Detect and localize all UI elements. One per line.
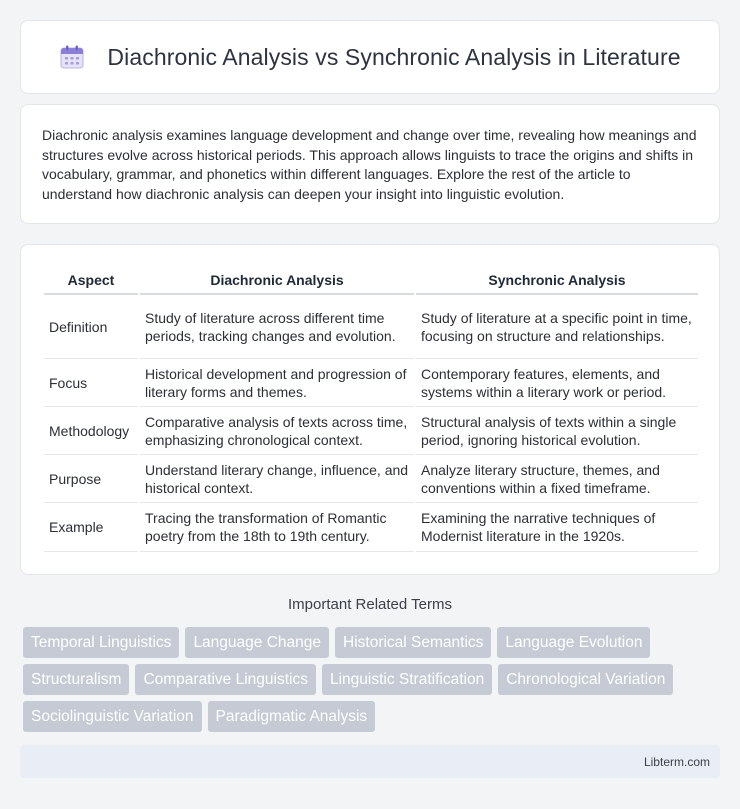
table-row bbox=[44, 407, 698, 455]
title-wrap bbox=[59, 44, 680, 71]
row-diachronic: Tracing the transformation of Romantic poetry from the 18th to 19th century. bbox=[140, 503, 414, 552]
footer-site-link[interactable]: Libterm.com bbox=[643, 754, 710, 769]
related-terms-title: Important Related Terms bbox=[288, 596, 452, 613]
comparison-table bbox=[42, 265, 700, 552]
header-card bbox=[20, 20, 720, 94]
table-header-row bbox=[44, 265, 698, 295]
row-aspect: Purpose bbox=[44, 455, 138, 503]
table-row bbox=[44, 295, 698, 359]
chip-row bbox=[23, 664, 723, 695]
chip-row bbox=[23, 701, 723, 732]
row-synchronic: Structural analysis of texts within a single period, ignoring historical evolution. bbox=[416, 407, 698, 455]
intro-card bbox=[20, 104, 720, 224]
row-synchronic: Study of literature at a specific point in time, focusing on structure and relationships. bbox=[416, 295, 698, 359]
table-row bbox=[44, 455, 698, 503]
related-term-chip[interactable]: Comparative Linguistics bbox=[135, 664, 316, 695]
row-diachronic: Study of literature across different time periods, tracking changes and evolution. bbox=[140, 295, 414, 359]
row-aspect: Example bbox=[44, 503, 138, 552]
related-term-chip[interactable]: Structuralism bbox=[23, 664, 129, 695]
related-terms-list bbox=[23, 627, 723, 738]
row-synchronic: Analyze literary structure, themes, and conventions within a fixed timeframe. bbox=[416, 455, 698, 503]
comparison-table-card bbox=[20, 244, 720, 575]
row-diachronic: Historical development and progression of literary forms and themes. bbox=[140, 359, 414, 407]
header-synchronic: Synchronic Analysis bbox=[416, 265, 698, 295]
related-term-chip[interactable]: Temporal Linguistics bbox=[23, 627, 179, 658]
footer bbox=[20, 745, 720, 778]
row-synchronic: Examining the narrative techniques of Modernist literature in the 1920s. bbox=[416, 503, 698, 552]
table-row bbox=[44, 359, 698, 407]
table-row bbox=[44, 503, 698, 552]
row-synchronic: Contemporary features, elements, and systems within a literary work or period. bbox=[416, 359, 698, 407]
row-aspect: Methodology bbox=[44, 407, 138, 455]
row-aspect: Focus bbox=[44, 359, 138, 407]
intro-text: Diachronic analysis examines language development and change over time, revealing how meanings and structures evolve across historical periods. This approach allows linguists to trace the origins and shifts in vocabulary, grammar, and phonetics within different languages. Explore the rest of the article to understand how diachronic analysis can deepen your insight into linguistic evolution. bbox=[42, 127, 697, 202]
row-aspect: Definition bbox=[44, 295, 138, 359]
calendar-icon bbox=[59, 44, 85, 70]
related-term-chip[interactable]: Chronological Variation bbox=[498, 664, 673, 695]
related-term-chip[interactable]: Language Evolution bbox=[497, 627, 650, 658]
page-title: Diachronic Analysis vs Synchronic Analysis in Literature bbox=[107, 43, 681, 70]
chip-row bbox=[23, 627, 723, 658]
row-diachronic: Understand literary change, influence, and historical context. bbox=[140, 455, 414, 503]
header-aspect: Aspect bbox=[44, 265, 138, 295]
related-term-chip[interactable]: Historical Semantics bbox=[335, 627, 491, 658]
row-diachronic: Comparative analysis of texts across time, emphasizing chronological context. bbox=[140, 407, 414, 455]
related-term-chip[interactable]: Language Change bbox=[185, 627, 329, 658]
related-term-chip[interactable]: Paradigmatic Analysis bbox=[208, 701, 376, 732]
header-diachronic: Diachronic Analysis bbox=[140, 265, 414, 295]
related-term-chip[interactable]: Sociolinguistic Variation bbox=[23, 701, 202, 732]
related-term-chip[interactable]: Linguistic Stratification bbox=[322, 664, 492, 695]
